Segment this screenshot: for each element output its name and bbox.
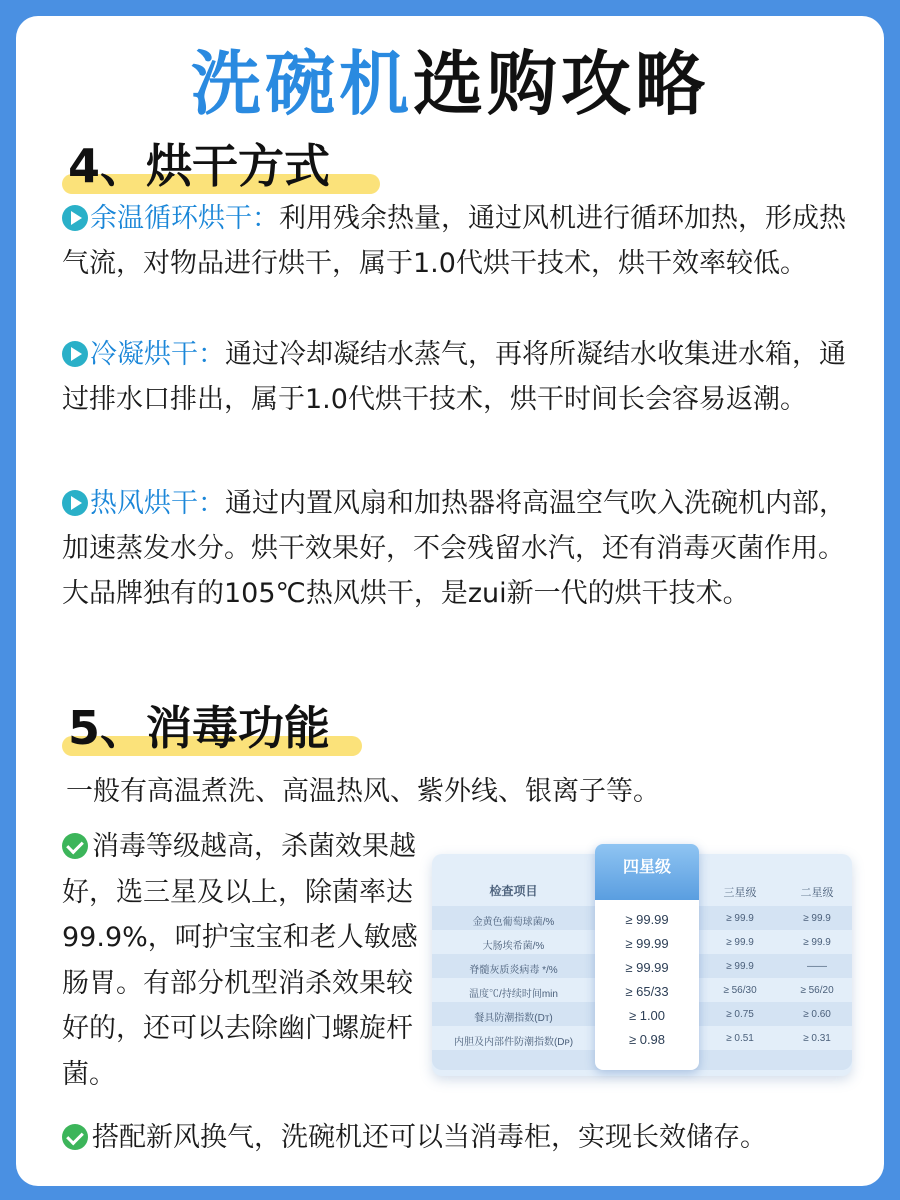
disinfection-point-text: 搭配新风换气，洗碗机还可以当消毒柜，实现长效储存。	[92, 1122, 767, 1153]
play-icon	[62, 490, 88, 516]
table-header-star4: 四星级	[595, 844, 699, 900]
table-cell-star3: ≥ 99.9	[726, 937, 754, 948]
content-card	[16, 16, 884, 1186]
dry-method-item	[62, 481, 852, 616]
table-cell-star4: ≥ 99.99	[625, 936, 669, 951]
dry-method-text: 利用残余热量，通过风机进行循环加热，形成热气流，对物品进行烘干，属于1.0代烘干技术，烘干效率较低。	[62, 203, 846, 279]
table-cell-star3: ≥ 0.51	[726, 1033, 754, 1044]
table-cell-item: 大肠埃希菌/%	[482, 941, 545, 952]
table-cell-item: 金黄色葡萄球菌/%	[472, 917, 555, 928]
disinfection-rating-table	[432, 854, 852, 1076]
table-cell-star4: ≥ 99.99	[625, 960, 669, 975]
table-cell-star4: ≥ 0.98	[628, 1032, 666, 1047]
table-header-star2: 二星级	[800, 887, 834, 899]
dry-method-text: 通过内置风扇和加热器将高温空气吹入洗碗机内部，加速蒸发水分。烘干效果好，不会残留水汽，还有消毒灭菌作用。大品牌独有的105℃热风烘干，是zui新一代的烘干技术。	[62, 488, 846, 609]
disinfection-point-text: 消毒等级越高，杀菌效果越好，选三星及以上，除菌率达99.9%，呵护宝宝和老人敏感肠胃。有部分机型消杀效果较好的，还可以去除幽门螺旋杆菌。	[62, 831, 418, 1090]
dry-method-item	[62, 196, 852, 286]
table-cell-star2: ≥ 0.60	[803, 1009, 831, 1020]
page-title	[16, 42, 884, 126]
table-cell-star4: ≥ 99.99	[625, 912, 669, 927]
table-cell-star3: ≥ 0.75	[726, 1009, 754, 1020]
title-part2: 选购攻略	[413, 43, 709, 125]
table-column-star2	[782, 854, 852, 1076]
dry-method-label: 冷凝烘干：	[90, 339, 225, 370]
section5-intro: 一般有高温煮洗、高温热风、紫外线、银离子等。	[66, 776, 660, 807]
dry-method-text: 通过冷却凝结水蒸气，再将所凝结水收集进水箱，通过排水口排出，属于1.0代烘干技术，烘干时间长会容易返潮。	[62, 339, 846, 415]
table-cell-star2: ——	[807, 961, 827, 972]
disinfection-point	[62, 824, 432, 1097]
table-header-star3: 三星级	[723, 887, 757, 899]
dry-method-label: 余温循环烘干：	[90, 203, 279, 234]
table-column-star3	[704, 854, 776, 1076]
check-icon	[62, 833, 88, 859]
table-column-item	[432, 854, 595, 1076]
play-icon	[62, 341, 88, 367]
table-cell-star4: ≥ 1.00	[628, 1008, 666, 1023]
dry-method-label: 热风烘干：	[90, 488, 225, 519]
section5-heading: 5、消毒功能	[68, 701, 331, 755]
play-icon	[62, 205, 88, 231]
table-cell-star4: ≥ 65/33	[625, 984, 669, 999]
table-cell-item: 脊髓灰质炎病毒 */%	[469, 965, 558, 976]
table-cell-star3: ≥ 56/30	[723, 985, 757, 996]
table-cell-item: 内胆及内部件防潮指数(Dᴘ)	[453, 1037, 574, 1048]
table-header-item: 检查项目	[489, 884, 538, 898]
table-cell-star3: ≥ 99.9	[726, 961, 754, 972]
table-column-star4	[595, 844, 699, 1070]
table-cell-star2: ≥ 0.31	[803, 1033, 831, 1044]
section4-heading: 4、烘干方式	[68, 139, 331, 193]
disinfection-point	[62, 1116, 862, 1160]
table-cell-item: 餐具防潮指数(Dт)	[474, 1013, 553, 1024]
check-icon	[62, 1124, 88, 1150]
title-part1: 洗碗机	[191, 43, 413, 125]
table-cell-star3: ≥ 99.9	[726, 913, 754, 924]
table-cell-star2: ≥ 56/20	[800, 985, 834, 996]
table-cell-star2: ≥ 99.9	[803, 937, 831, 948]
dry-method-item	[62, 332, 852, 422]
table-cell-item: 温度℃/持续时间min	[469, 989, 558, 1000]
table-cell-star2: ≥ 99.9	[803, 913, 831, 924]
